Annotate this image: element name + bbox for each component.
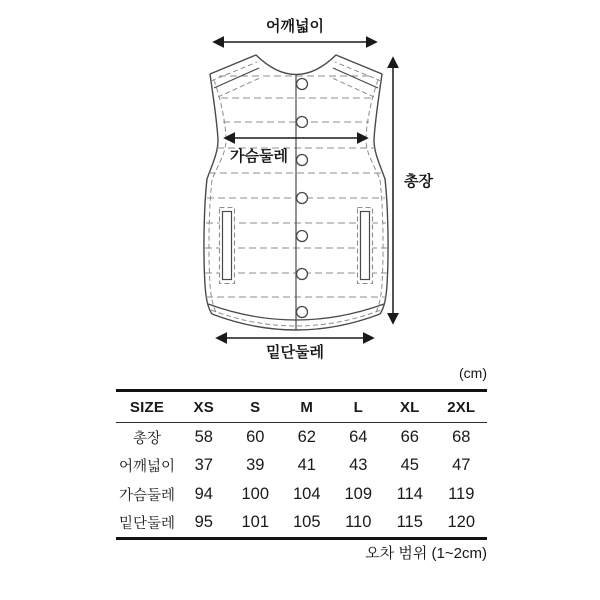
row-label: 밑단둘레: [118, 516, 176, 533]
cell-value: 58: [194, 427, 213, 446]
table-row-shoulder-width: [116, 452, 487, 481]
cell-value: 62: [297, 427, 316, 446]
row-label: 가슴둘레: [118, 487, 176, 504]
col-header-s: S: [250, 398, 261, 416]
cell-value: 47: [452, 456, 471, 475]
size-table: [116, 389, 487, 540]
table-row-total-length: [116, 423, 487, 452]
col-header-xs: XS: [193, 398, 214, 416]
size-table-container: [116, 389, 487, 540]
cell-value: 45: [400, 456, 419, 475]
col-header-m: M: [300, 398, 314, 416]
row-label: 어깨넓이: [118, 459, 176, 476]
table-row-hem: [116, 509, 487, 539]
cell-value: 119: [448, 484, 475, 503]
cell-value: 101: [241, 513, 270, 532]
cell-value: 120: [447, 513, 476, 532]
cell-value: 110: [345, 513, 372, 532]
cell-value: 39: [246, 456, 265, 475]
tolerance-note: 오차 범위 (1~2cm): [365, 545, 487, 562]
col-header-2xl: 2XL: [447, 398, 476, 416]
cell-value: 95: [194, 513, 213, 532]
cell-value: 68: [452, 427, 471, 446]
cell-value: 66: [400, 427, 419, 446]
cell-value: 41: [297, 456, 316, 475]
cell-value: 115: [396, 513, 423, 532]
cell-value: 105: [292, 513, 321, 532]
chest-label: 가슴둘레: [230, 148, 288, 165]
col-header-xl: XL: [399, 398, 420, 416]
unit-note: (cm): [459, 365, 487, 381]
hem-label: 밑단둘레: [266, 344, 324, 361]
row-label: 총장: [132, 430, 161, 447]
table-header-row: [116, 391, 487, 423]
cell-value: 64: [349, 427, 368, 446]
cell-value: 60: [246, 427, 265, 446]
col-header-size: SIZE: [129, 398, 165, 416]
cell-value: 37: [194, 456, 213, 475]
cell-value: 43: [349, 456, 368, 475]
cell-value: 100: [241, 484, 270, 503]
length-label: 총장: [404, 173, 433, 190]
cell-value: 104: [292, 484, 321, 503]
cell-value: 114: [396, 484, 423, 503]
col-header-l: L: [353, 398, 363, 416]
cell-value: 109: [344, 484, 373, 503]
cell-value: 94: [194, 484, 213, 503]
table-row-chest: [116, 480, 487, 509]
shoulder-width-label: 어깨넓이: [266, 18, 324, 35]
